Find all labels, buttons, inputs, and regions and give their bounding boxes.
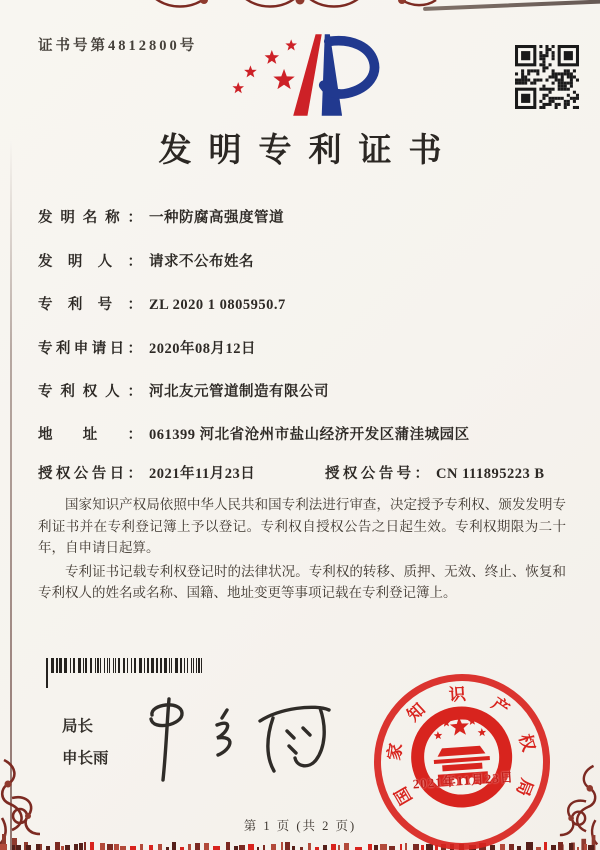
field-label: 地址：: [38, 427, 142, 443]
field-value: 061399 河北省沧州市盐山经济开发区蒲洼城园区: [149, 427, 470, 443]
grant-number-value: CN 111895223 B: [436, 466, 545, 482]
field-value: 2020年08月12日: [149, 341, 256, 357]
signer-title: 局长: [62, 718, 94, 735]
left-edge-line: [10, 140, 12, 850]
legal-text: [38, 494, 566, 606]
signer-name: 申长雨: [62, 750, 109, 767]
page-title: 发明专利证书: [158, 133, 459, 169]
signature-handwriting: [122, 690, 354, 792]
field-row-filing-date: [38, 337, 578, 358]
grant-date-label: 授权公告日：: [38, 466, 142, 482]
field-label: 专利权人：: [38, 384, 142, 400]
grant-number-label: 授权公告号：: [325, 466, 429, 482]
field-row-grant: [38, 462, 578, 483]
grant-number-group: [325, 462, 545, 483]
official-seal: [368, 668, 556, 850]
field-value: ZL 2020 1 0805950.7: [149, 297, 286, 313]
field-row-patent-number: [38, 293, 578, 314]
grant-date-value: 2021年11月23日: [149, 466, 256, 482]
field-label: 发明人：: [38, 254, 142, 270]
field-value: 一种防腐高强度管道: [149, 210, 284, 226]
cnipa-logo-icon: [226, 30, 394, 120]
qr-code: [515, 45, 579, 109]
paragraph-grant-statement: 国家知识产权局依照中华人民共和国专利法进行审查，决定授予专利权、颁发发明专利证书并在专利登记簿上予以登记。专利权自授权公告之日起生效。专利权期限为二十年，自申请日起算。: [38, 497, 566, 556]
paper-edge-line: [423, 0, 600, 11]
field-value: 请求不公布姓名: [149, 254, 254, 270]
certificate-number: 证书号第4812800号: [38, 38, 198, 54]
logo-stars: [232, 39, 297, 93]
field-value: 河北友元管道制造有限公司: [149, 384, 329, 400]
field-label: 发明名称：: [38, 210, 142, 226]
seal-ring-text: 国 家 知 识 产 权 局: [384, 684, 539, 808]
field-row-inventor: [38, 250, 578, 271]
field-row-invention-name: [38, 206, 578, 227]
paragraph-register-statement: 专利证书记载专利权登记时的法律状况。专利权的转移、质押、无效、终止、恢复和专利权人的姓名或名称、国籍、地址变更等事项记载在专利登记簿上。: [38, 563, 566, 601]
field-row-address: [38, 423, 578, 444]
barcode: [46, 658, 208, 673]
field-label: 专利号：: [38, 297, 142, 313]
seal-date: 2021年11月23日: [412, 769, 515, 792]
bottom-left-ornament-icon: [0, 758, 116, 850]
top-ornament-icon: [150, 0, 440, 11]
field-label: 专利申请日：: [38, 341, 142, 357]
seal-emblem-icon: [391, 690, 532, 831]
page-number: 第 1 页 (共 2 页): [243, 819, 357, 833]
field-row-patentee: [38, 380, 578, 401]
